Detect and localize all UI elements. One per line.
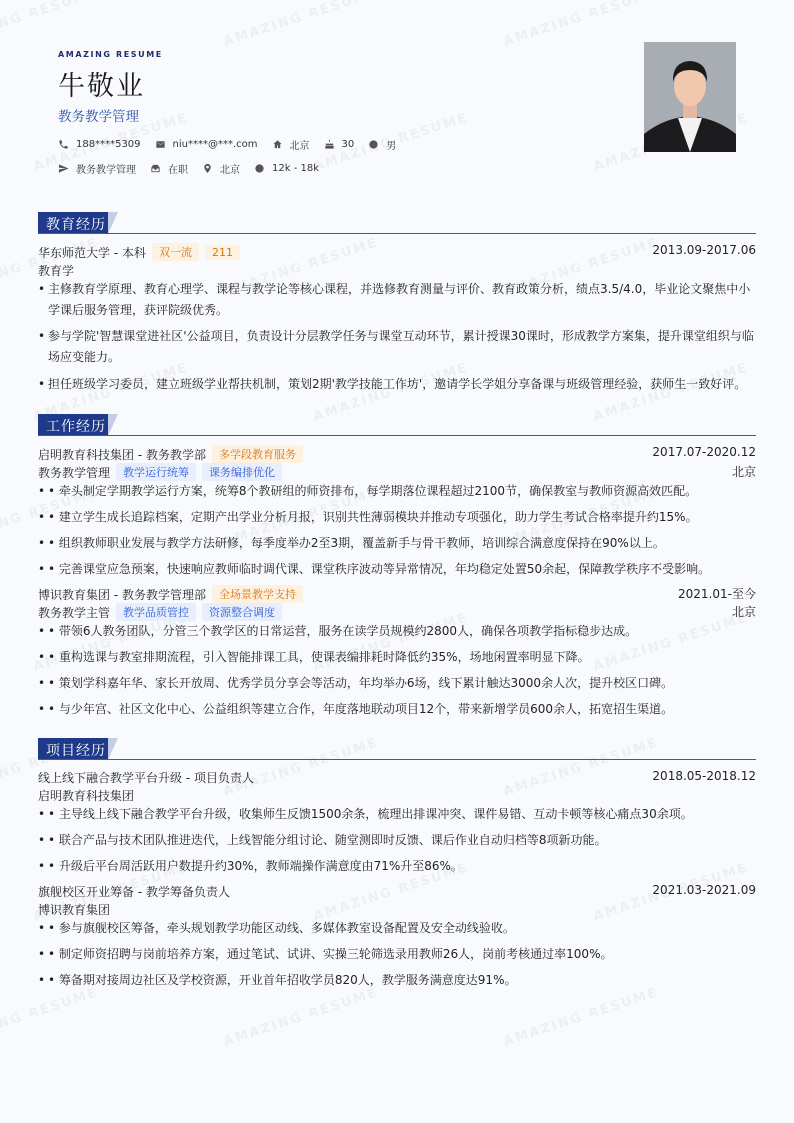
info-city [272, 137, 310, 152]
status-text: 在职 [168, 165, 188, 176]
info-row-2 [58, 161, 333, 176]
avatar [644, 42, 736, 152]
section-divider [38, 233, 756, 234]
school-tag: 211 [205, 245, 240, 260]
city-text: 北京 [289, 141, 310, 152]
email-text: niu****@***.com [172, 139, 258, 150]
watermark-text [0, 0, 100, 50]
cake-icon [324, 139, 335, 150]
project-name: 线上线下融合教学平台升级 - 项目负责人 [38, 771, 254, 785]
role-name: 教务教学主管 [38, 605, 111, 620]
section-title: 教育经历 [46, 217, 106, 233]
section-bar-tail [108, 212, 118, 234]
section-divider [38, 759, 756, 760]
bullet-text: • 制定师资招聘与岗前培养方案，通过笔试、试讲、实操三轮筛选录用教师26人，岗前考核通过率100%。 [48, 947, 613, 961]
brand-label: AMAZING RESUME [58, 50, 163, 59]
send-icon [58, 163, 69, 174]
location-icon [202, 163, 213, 174]
resume-page: AMAZING RESUME 牛敬业 教务教学管理 188****5309 niu****@***.com 北京 30 男 教务教学管理 在职 北京 12k - 18k 教育经历 华东师范大学 - 本科 双一流 211 2013.09-2017.06 教育学 • 主修教育学原理、教育心理学、课程与教学论等核心课程，并选修教育测量与评价、教育政策分析，绩点3.5/4.0，毕业论文聚焦中小学课后服务管理，获评院级优秀。 • 参与学院'智慧课堂进社区'公益项目，负责设计分层教学任务与课堂互动环节，累计授课30课时，形成教学方案集，提升课堂组织与临场应变能力。 • 担任班级学习委员，建立班级学业帮扶机制，策划2期'教学技能工作坊'，邀请学长学姐分享备课与班级管理经验，获师生一致好评。 工作经历 启明教育科技集团 - 教务教学部 多学段教育服务 2017.07-2020.12 教务教学管理 教学运行统筹 课务编排优化 北京 • • 牵头制定学期教学运行方案，统筹8个教研组的师资排布，每学期落位课程超过2100节，确保教室与教师资源高效匹配。 • • 建立学生成长追踪档案，定期产出学业分析月报，识别共性薄弱模块并推动专项强化，助力学生考试合格率提升约15%。 • • 组织教师职业发展与教学方法研修，每季度举办2至3期，覆盖新手与骨干教师，培训综合满意度保持在90%以上。 • • 完善课堂应急预案，快速响应教师临时调代课、课堂秩序波动等异常情况，年均稳定处置50余起，保障教学秩序不受影响。 博识教育集团 - 教务教学管理部 全场景教学支持 2021.01-至今 教务教学主管 教学品质管控 资源整合调度 北京 • • 带领6人教务团队，分管三个教学区的日常运营，服务在读学员规模约2800人，确保各项教学指标稳步达成。 • • 重构选课与教室排期流程，引入智能排课工具，使课表编排耗时降低约35%，场地闲置率明显下降。 • • 策划学科嘉年华、家长开放周、优秀学员分享会等活动，年均举办6场，线下累计触达3000余人次，提升校区口碑。 • • 与少年宫、社区文化中心、公益组织等建立合作，年度落地联动项目12个，带来新增学员600余人，拓宽招生渠道。 项目经历 线上线下融合教学平台升级 - 项目负责人 2018.05-2018.12 启明教育科技集团 • • 主导线上线下融合教学平台升级，收集师生反馈1500余条，梳理出排课冲突、课件易错、互动卡顿等核心痛点30余项。 • • 联合产品与技术团队推进迭代，上线智能分组讨论、随堂测即时反馈、课后作业自动归档等8项新功能。 • • 升级后平台周活跃用户数提升约30%，教师端操作满意度由71%升至86%。 旗舰校区开业筹备 - 教学筹备负责人 2021.03-2021.09 博识教育集团 • • 参与旗舰校区筹备，牵头规划教学功能区动线、多媒体教室设备配置及安全动线验收。 • • 制定师资招聘与岗前培养方案，通过笔试、试讲、实操三轮筛选录用教师26人，岗前考核通过率100%。 • • 筹备期对接周边社区及学校资源，开业首年招收学员820人，教学服务满意度达91%。 [0, 0, 794, 1123]
age-text: 30 [341, 139, 355, 150]
watermark-text [0, 985, 100, 1049]
project-org-row [38, 787, 756, 804]
project-name: 旗舰校区开业筹备 - 教学筹备负责人 [38, 885, 230, 899]
bullet-text: • 重构选课与教室排期流程，引入智能排课工具，使课表编排耗时降低约35%，场地闲置率明显下降。 [48, 650, 590, 664]
section-bar-tail [108, 738, 118, 760]
role-tag: 教学运行统筹 [116, 463, 196, 481]
company-tag: 全场景教学支持 [212, 585, 303, 603]
info-intent [58, 161, 136, 176]
phone-text: 188****5309 [76, 139, 141, 150]
role-left [38, 463, 282, 481]
bullet-text: • 联合产品与技术团队推进迭代，上线智能分组讨论、随堂测即时反馈、课后作业自动归档等8项新功能。 [48, 833, 607, 847]
section-title: 项目经历 [46, 743, 106, 759]
role-tag: 教学品质管控 [116, 603, 196, 621]
education-left [38, 243, 240, 261]
info-phone [58, 139, 141, 150]
job-date: 2017.07-2020.12 [652, 445, 756, 459]
intent-text: 教务教学管理 [76, 165, 136, 176]
bullet-text: • 筹备期对接周边社区及学校资源，开业首年招收学员820人，教学服务满意度达91%。 [48, 973, 517, 987]
home-icon [272, 139, 283, 150]
bullet-text: • 主导线上线下融合教学平台升级，收集师生反馈1500余条，梳理出排课冲突、课件易错、互动卡顿等核心痛点30余项。 [48, 807, 693, 821]
info-gender [368, 137, 396, 152]
bullet-text: • 牵头制定学期教学运行方案，统筹8个教研组的师资排布，每学期落位课程超过2100节，确保教室与教师资源高效匹配。 [48, 484, 698, 498]
face-icon [368, 139, 379, 150]
job-city: 北京 [731, 605, 756, 619]
info-age [324, 139, 355, 150]
inbox-icon [150, 163, 161, 174]
section-header-projects [38, 738, 756, 760]
section-header-education [38, 212, 756, 234]
project-org-row [38, 901, 756, 918]
watermark-text [502, 0, 661, 50]
watermark-text [222, 985, 381, 1049]
watermark-text [222, 0, 381, 50]
school-name: 华东师范大学 - 本科 [38, 245, 146, 260]
gender-text: 男 [386, 141, 397, 152]
job-title: 教务教学管理 [58, 109, 139, 125]
section-bar-tail [108, 414, 118, 436]
info-row-1 [58, 137, 410, 152]
job-left [38, 445, 303, 463]
role-tag: 课务编排优化 [202, 463, 282, 481]
bullet-text: • 完善课堂应急预案，快速响应教师临时调代课、课堂秩序波动等异常情况，年均稳定处置50余起，保障教学秩序不受影响。 [48, 562, 711, 576]
bullet-text: • 与少年宫、社区文化中心、公益组织等建立合作，年度落地联动项目12个，带来新增学员600余人，拓宽招生渠道。 [48, 702, 674, 716]
project-date: 2018.05-2018.12 [652, 769, 756, 783]
info-salary [254, 163, 319, 174]
major-text: 教育学 [38, 264, 75, 278]
watermark-text [502, 985, 661, 1049]
bullet-text: 参与学院'智慧课堂进社区'公益项目，负责设计分层教学任务与课堂互动环节，累计授课30课时，形成教学方案集，提升课堂组织与临场应变能力。 [48, 329, 754, 364]
role-left [38, 603, 282, 621]
project-left [38, 883, 230, 900]
role-name: 教务教学管理 [38, 465, 111, 480]
salary-text: 12k - 18k [272, 163, 319, 174]
company-name: 博识教育集团 - 教务教学管理部 [38, 587, 206, 602]
location-text: 北京 [220, 165, 240, 176]
mail-icon [155, 139, 166, 150]
major-row [38, 262, 756, 279]
info-email [155, 139, 258, 150]
company-name: 启明教育科技集团 - 教务教学部 [38, 447, 206, 462]
school-tag: 双一流 [152, 243, 199, 261]
job-left [38, 585, 303, 603]
salary-icon [254, 163, 265, 174]
info-location [202, 161, 240, 176]
section-header-work [38, 414, 756, 436]
section-title: 工作经历 [46, 419, 106, 435]
portrait-image [644, 42, 736, 152]
bullet-text: • 策划学科嘉年华、家长开放周、优秀学员分享会等活动，年均举办6场，线下累计触达3000余人次，提升校区口碑。 [48, 676, 674, 690]
bullet-text: 担任班级学习委员，建立班级学业帮扶机制，策划2期'教学技能工作坊'，邀请学长学姐分享备课与班级管理经验，获师生一致好评。 [48, 377, 747, 391]
project-org: 启明教育科技集团 [38, 789, 135, 803]
section-divider [38, 435, 756, 436]
job-city: 北京 [731, 465, 756, 479]
role-tag: 资源整合调度 [202, 603, 282, 621]
job-date: 2021.01-至今 [678, 587, 756, 601]
project-left [38, 769, 254, 786]
project-date: 2021.03-2021.09 [652, 883, 756, 897]
bullet-text: • 建立学生成长追踪档案，定期产出学业分析月报，识别共性薄弱模块并推动专项强化，助力学生考试合格率提升约15%。 [48, 510, 698, 524]
bullet-text: • 升级后平台周活跃用户数提升约30%，教师端操作满意度由71%升至86%。 [48, 859, 463, 873]
candidate-name: 牛敬业 [58, 71, 145, 102]
project-org: 博识教育集团 [38, 903, 111, 917]
bullet-text: • 参与旗舰校区筹备，牵头规划教学功能区动线、多媒体教室设备配置及安全动线验收。 [48, 921, 515, 935]
bullet-text: • 组织教师职业发展与教学方法研修，每季度举办2至3期，覆盖新手与骨干教师，培训综合满意度保持在90%以上。 [48, 536, 665, 550]
phone-icon [58, 139, 69, 150]
bullet-text: • 带领6人教务团队，分管三个教学区的日常运营，服务在读学员规模约2800人，确保各项教学指标稳步达成。 [48, 624, 638, 638]
education-date: 2013.09-2017.06 [652, 243, 756, 257]
info-status [150, 161, 188, 176]
bullet-text: 主修教育学原理、教育心理学、课程与教学论等核心课程，并选修教育测量与评价、教育政策分析，绩点3.5/4.0，毕业论文聚焦中小学课后服务管理，获评院级优秀。 [48, 282, 751, 317]
company-tag: 多学段教育服务 [212, 445, 303, 463]
